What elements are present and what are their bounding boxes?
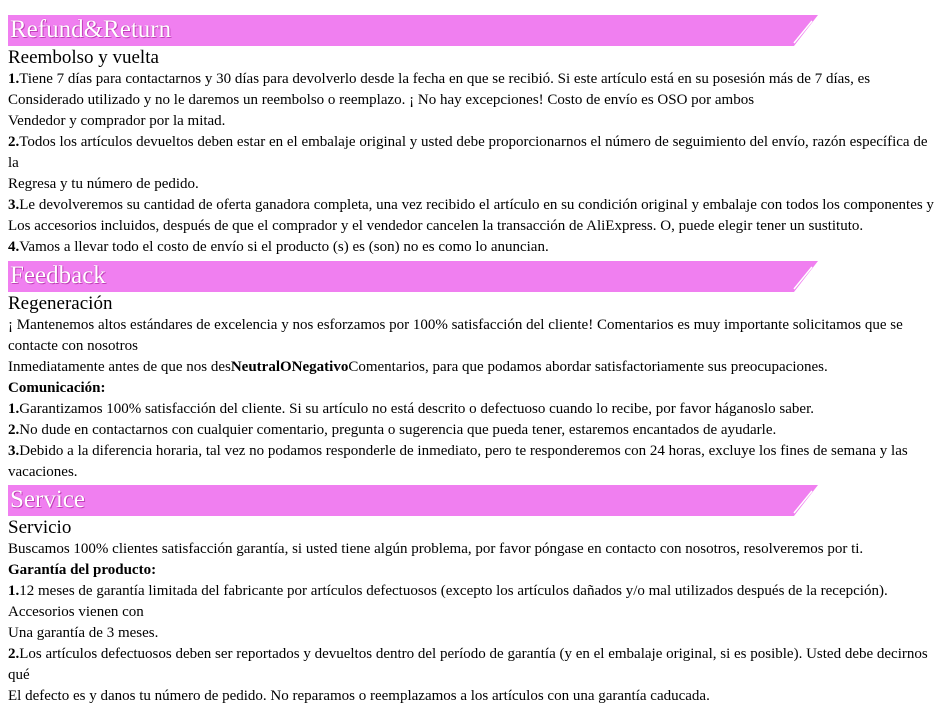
feedback-intro: ¡ Mantenemos altos estándares de excelencia y nos esforzamos por 100% satisfacción del cliente! Comentarios es muy importante solicitamos que se [8,317,903,333]
refund-line: Considerado utilizado y no le daremos un reembolso o reemplazo. ¡ No hay excepciones! Costo de envío es OSO por ambos [8,92,755,108]
feedback-banner [8,261,818,292]
feedback-section [8,261,943,483]
refund-line: Regresa y tu número de pedido. [8,176,199,192]
refund-line: Los accesorios incluidos, después de que el comprador y el vendedor cancelen la transacción de AliExpress. O, puede elegir tener un sustituto. [8,218,864,234]
feedback-intro: contacte con nosotros [8,338,138,354]
refund-line: 1.Tiene 7 días para contactarnos y 30 días para devolverlo desde la fecha en que se recibió. Si este artículo está en su posesión más de 7 días, es [8,71,871,87]
refund-line: 3.Le devolveremos su cantidad de oferta ganadora completa, una vez recibido el artículo en su condición original y embalaje con todos los componentes y [8,197,934,213]
refund-banner [8,15,818,46]
refund-line: Vendedor y comprador por la mitad. [8,113,226,129]
service-line: Una garantía de 3 meses. [8,625,159,641]
refund-list [8,69,943,258]
feedback-intro: Inmediatamente antes de que nos desNeutralONegativoComentarios, para que podamos abordar satisfactoriamente sus preocupaciones. [8,359,828,375]
refund-line: la [8,155,19,171]
refund-banner-title: Refund&Return [10,16,172,43]
service-line: 1.12 meses de garantía limitada del fabricante por artículos defectuosos (excepto los artículos dañados y/o mal utilizados después de la recepción). [8,583,888,599]
service-line: El defecto es y danos tu número de pedido. No reparamos o reemplazamos a los artículos con una garantía caducada. [8,688,710,704]
feedback-item: 1.Garantizamos 100% satisfacción del cliente. Si su artículo no está descrito o defectuoso cuando lo recibe, por favor háganoslo saber. [8,401,814,417]
feedback-subtitle: Regeneración [8,293,113,314]
service-subtitle: Servicio [8,517,72,538]
service-line: Accesorios vienen con [8,604,144,620]
refund-subtitle: Reembolso y vuelta [8,47,159,68]
feedback-item: 2.No dude en contactarnos con cualquier comentario, pregunta o sugerencia que pueda tener, estaremos encantados de ayudarle. [8,422,777,438]
service-section [8,485,943,707]
service-banner [8,485,818,516]
refund-line: 4.Vamos a llevar todo el costo de envío si el producto (s) es (son) no es como lo anuncian. [8,239,549,255]
feedback-item: 3.Debido a la diferencia horaria, tal vez no podamos responderle de inmediato, pero te responderemos con 24 horas, excluye los fines de semana y las [8,443,908,459]
communication-heading: Comunicación: [8,380,106,396]
refund-section [8,15,943,258]
feedback-banner-title: Feedback [10,262,106,289]
service-intro: Buscamos 100% clientes satisfacción garantía, si usted tiene algún problema, por favor póngase en contacto con nosotros, resolveremos por ti. [8,541,864,557]
feedback-item: vacaciones. [8,464,78,480]
service-line: 2.Los artículos defectuosos deben ser reportados y devueltos dentro del período de garantía (y en el embalaje original, si es posible). Usted debe decirnos [8,646,928,662]
banner-background [8,261,818,292]
service-line: qué [8,667,30,683]
warranty-heading: Garantía del producto: [8,562,157,578]
refund-line: 2.Todos los artículos devueltos deben estar en el embalaje original y usted debe proporcionarnos el número de seguimiento del envío, razón específica de [8,134,928,150]
banner-background [8,485,818,516]
service-banner-title: Service [10,486,85,513]
